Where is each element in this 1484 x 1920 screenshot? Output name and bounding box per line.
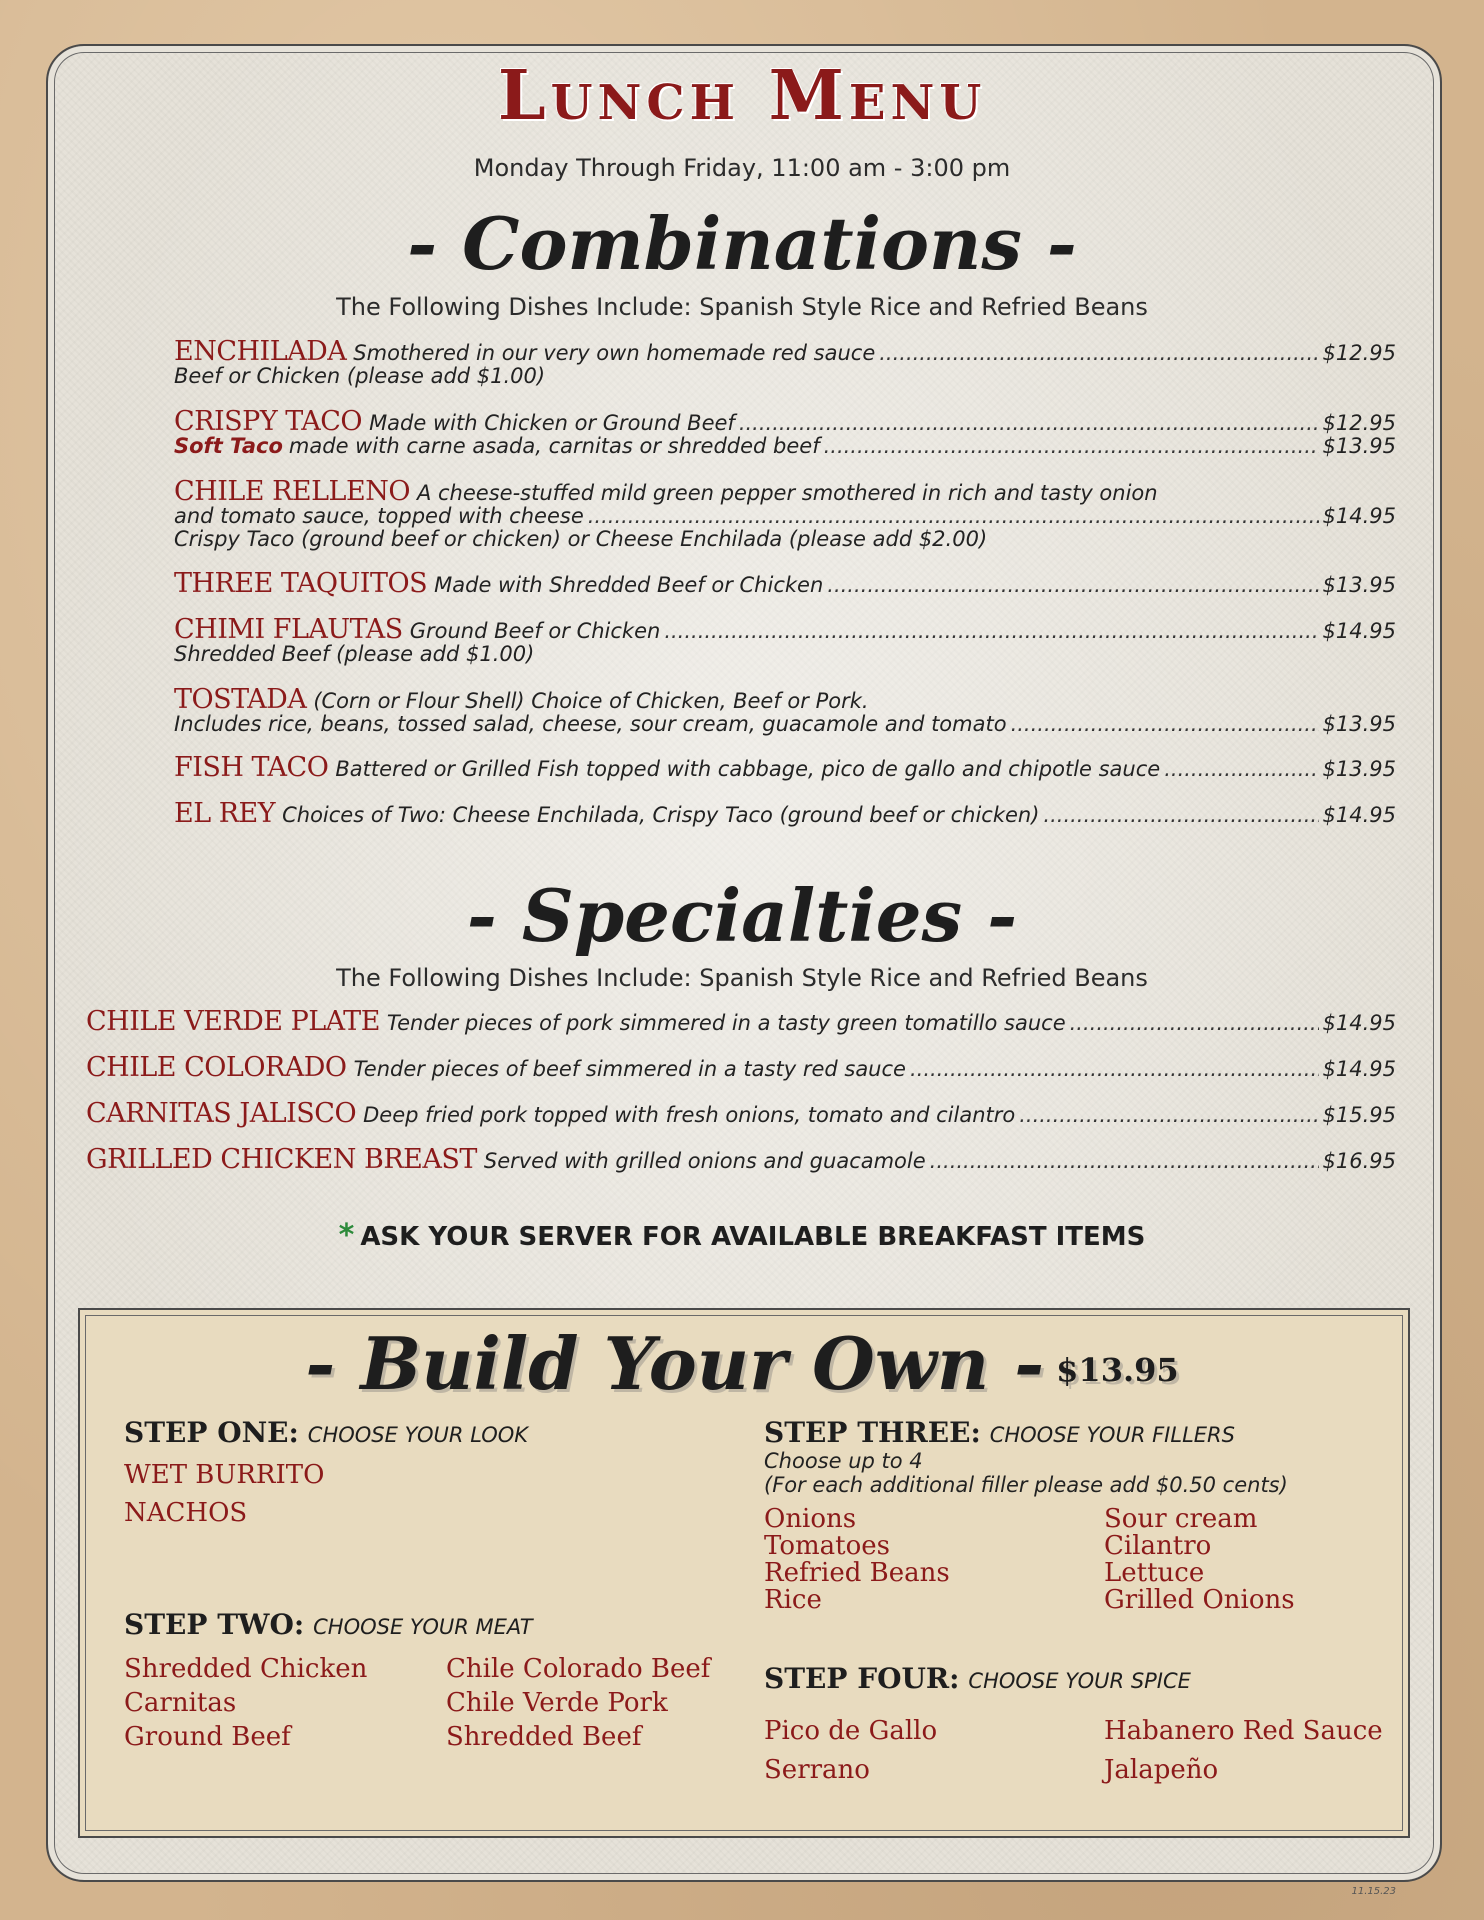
step-two-heading	[124, 1608, 533, 1641]
item-name: CHILE VERDE PLATE	[86, 1006, 380, 1037]
item-price: $14.95	[1322, 803, 1396, 827]
item-desc: Tender pieces of pork simmered in a tasty green tomatillo sauce	[386, 1011, 1066, 1035]
step-label: STEP THREE:	[764, 1416, 981, 1449]
item-name: CHILE RELLENO	[174, 476, 410, 507]
item-name: GRILLED CHICKEN BREAST	[86, 1144, 477, 1175]
menu-hours: Monday Through Friday, 11:00 am - 3:00 pm	[473, 154, 1011, 182]
item-desc: A cheese-stuffed mild green pepper smothered in rich and tasty onion	[416, 481, 1158, 505]
menu-item-el-rey	[174, 798, 1396, 829]
step-three-option: Grilled Onions	[1104, 1585, 1295, 1615]
menu-title: Lunch Menu	[497, 56, 987, 136]
item-note: Shredded Beef (please add $1.00)	[174, 642, 535, 666]
leader-dots	[1011, 713, 1319, 736]
item-note: Beef or Chicken (please add $1.00)	[174, 364, 546, 388]
step-four-option: Serrano	[764, 1755, 870, 1785]
item-price: $14.95	[1322, 1011, 1396, 1035]
step-three-option: Rice	[764, 1585, 822, 1615]
menu-item-tostada	[174, 684, 1396, 736]
step-one-option: NACHOS	[124, 1498, 248, 1528]
leader-dots	[930, 1150, 1319, 1173]
item-desc: Battered or Grilled Fish topped with cabbage, pico de gallo and chipotle sauce	[335, 757, 1161, 781]
combinations-title: - Combinations -	[407, 201, 1077, 286]
menu-item-fish-taco	[174, 752, 1396, 783]
step-one-option: WET BURRITO	[124, 1460, 325, 1490]
step-two-option: Ground Beef	[124, 1722, 291, 1752]
step-sub: CHOOSE YOUR MEAT	[313, 1615, 533, 1639]
step-three-option: Lettuce	[1104, 1558, 1205, 1588]
breakfast-note-text: ASK YOUR SERVER FOR AVAILABLE BREAKFAST ITEMS	[360, 1222, 1146, 1252]
item-desc: Made with Chicken or Ground Beef	[369, 411, 735, 435]
menu-item-chile-relleno	[174, 476, 1396, 551]
item-price: $14.95	[1322, 619, 1396, 643]
step-two-option: Chile Verde Pork	[446, 1688, 668, 1718]
specialties-subtitle: The Following Dishes Include: Spanish Style Rice and Refried Beans	[336, 964, 1148, 992]
item-note: Crispy Taco (ground beef or chicken) or Cheese Enchilada (please add $2.00)	[174, 527, 988, 551]
item-price: $13.95	[1322, 757, 1396, 781]
step-sub: CHOOSE YOUR FILLERS	[989, 1423, 1235, 1447]
menu-item-carnitas-jalisco	[86, 1098, 1396, 1129]
item-desc: Tender pieces of beef simmered in a tasty red sauce	[353, 1057, 906, 1081]
item-desc: Smothered in our very own homemade red sauce	[353, 341, 876, 365]
item-name: CHIMI FLAUTAS	[174, 614, 403, 645]
soft-taco-price: $13.95	[1322, 434, 1396, 458]
item-desc: Ground Beef or Chicken	[409, 619, 661, 643]
item-price: $13.95	[1322, 573, 1396, 597]
step-two-option: Shredded Beef	[446, 1722, 642, 1752]
menu-item-three-taquitos	[174, 568, 1396, 599]
leader-dots	[827, 574, 1318, 597]
item-desc-2: Includes rice, beans, tossed salad, cheese, sour cream, guacamole and tomato	[174, 712, 1007, 736]
item-price: $14.95	[1322, 1057, 1396, 1081]
step-three-option: Cilantro	[1104, 1531, 1212, 1561]
leader-dots	[1043, 804, 1318, 827]
item-desc: Deep fried pork topped with fresh onions, tomato and cilantro	[363, 1103, 1016, 1127]
item-desc: Made with Shredded Beef or Chicken	[434, 573, 824, 597]
step-two-option: Chile Colorado Beef	[446, 1654, 711, 1684]
step-three-option: Onions	[764, 1504, 857, 1534]
step-label: STEP ONE:	[124, 1416, 299, 1449]
menu-item-chile-verde-plate	[86, 1006, 1396, 1037]
menu-item-chile-colorado	[86, 1052, 1396, 1083]
item-price: $15.95	[1322, 1103, 1396, 1127]
item-name: CARNITAS JALISCO	[86, 1098, 357, 1129]
step-three-heading	[764, 1416, 1235, 1449]
leader-dots	[1019, 1104, 1318, 1127]
leader-dots	[664, 620, 1318, 643]
leader-dots	[1070, 1012, 1319, 1035]
leader-dots	[879, 342, 1318, 365]
build-your-own-title	[0, 1321, 1484, 1406]
item-price: $12.95	[1322, 411, 1396, 435]
menu-item-enchilada	[174, 336, 1396, 388]
step-four-option: Jalapeño	[1104, 1755, 1219, 1785]
item-price: $13.95	[1322, 712, 1396, 736]
item-price: $14.95	[1322, 504, 1396, 528]
step-sub: CHOOSE YOUR LOOK	[307, 1423, 529, 1447]
item-desc-2: and tomato sauce, topped with cheese	[174, 504, 584, 528]
item-name: CHILE COLORADO	[86, 1052, 347, 1083]
breakfast-note	[0, 1218, 1484, 1253]
step-three-option: Refried Beans	[764, 1558, 950, 1588]
step-four-heading	[764, 1662, 1191, 1695]
leader-dots	[1164, 758, 1318, 781]
step-four-option: Habanero Red Sauce	[1104, 1716, 1383, 1746]
leader-dots	[739, 412, 1319, 435]
combinations-subtitle: The Following Dishes Include: Spanish Style Rice and Refried Beans	[336, 293, 1148, 321]
item-desc: Served with grilled onions and guacamole	[483, 1149, 926, 1173]
leader-dots	[588, 505, 1319, 528]
step-label: STEP TWO:	[124, 1608, 305, 1641]
menu-item-crispy-taco	[174, 406, 1396, 458]
asterisk-icon: *	[338, 1218, 355, 1253]
specialties-title: - Specialties -	[466, 873, 1018, 958]
step-three-option: Tomatoes	[764, 1531, 890, 1561]
item-name: CRISPY TACO	[174, 406, 363, 437]
step-four-option: Pico de Gallo	[764, 1716, 938, 1746]
byo-title-text: - Build Your Own -	[305, 1321, 1045, 1406]
menu-item-grilled-chicken-breast	[86, 1144, 1396, 1175]
item-name: THREE TAQUITOS	[174, 568, 428, 599]
item-name: EL REY	[174, 798, 276, 829]
item-price: $16.95	[1322, 1149, 1396, 1173]
step-two-option: Shredded Chicken	[124, 1654, 368, 1684]
item-price: $12.95	[1322, 341, 1396, 365]
item-name: ENCHILADA	[174, 336, 347, 367]
item-desc: (Corn or Flour Shell) Choice of Chicken, Beef or Pork.	[313, 689, 869, 713]
step-three-note: Choose up to 4	[764, 1449, 923, 1473]
step-three-option: Sour cream	[1104, 1504, 1258, 1534]
step-label: STEP FOUR:	[764, 1662, 960, 1695]
step-one-heading	[124, 1416, 528, 1449]
soft-taco-desc: made with carne asada, carnitas or shredded beef	[288, 434, 820, 458]
version-code: 11.15.23	[1351, 1886, 1396, 1897]
leader-dots	[910, 1058, 1319, 1081]
menu-item-chimi-flautas	[174, 614, 1396, 666]
byo-price: $13.95	[1056, 1351, 1179, 1389]
item-desc: Choices of Two: Cheese Enchilada, Crispy Taco (ground beef or chicken)	[282, 803, 1040, 827]
step-sub: CHOOSE YOUR SPICE	[968, 1669, 1191, 1693]
step-three-note: (For each additional filler please add $0.50 cents)	[764, 1473, 1288, 1497]
item-name: TOSTADA	[174, 684, 307, 715]
item-name: FISH TACO	[174, 752, 329, 783]
step-two-option: Carnitas	[124, 1688, 237, 1718]
soft-taco-label: Soft Taco	[174, 434, 283, 458]
leader-dots	[824, 435, 1319, 458]
